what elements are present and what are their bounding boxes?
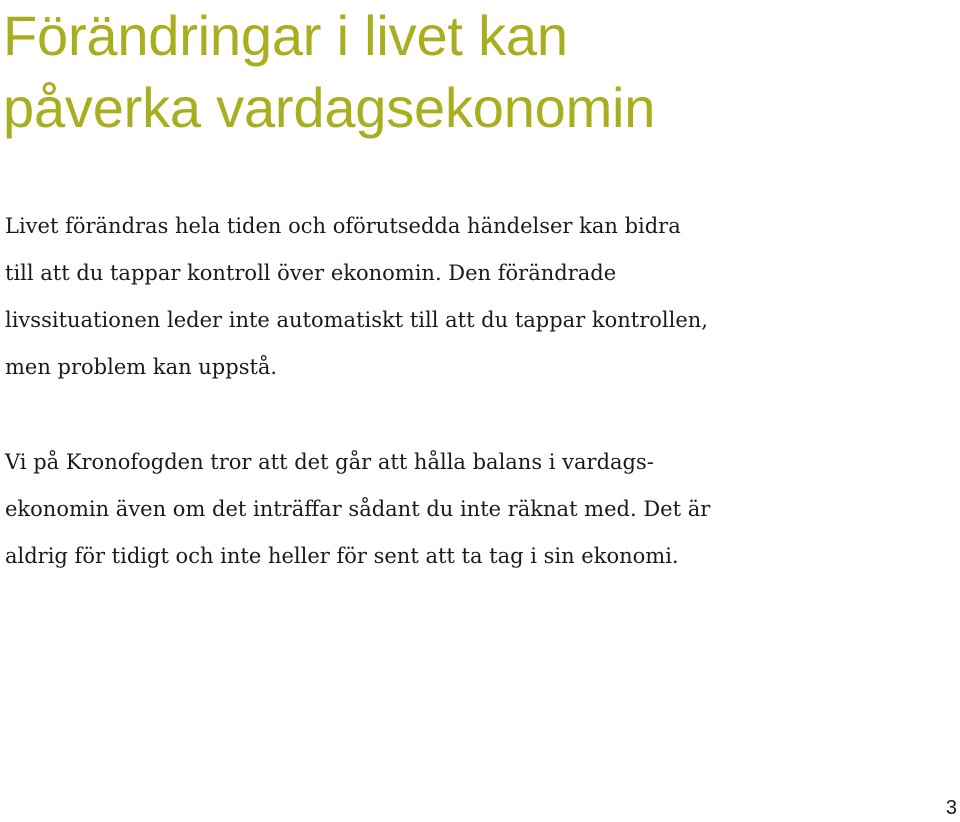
heading-line: Förändringar i livet kan [3, 4, 568, 67]
paragraph-line: aldrig för tidigt och inte heller för sent att ta tag i sin ekonomi. [5, 544, 679, 568]
paragraph-line: Livet förändras hela tiden och oförutsedda händelser kan bidra [5, 214, 681, 238]
paragraph-line: ekonomin även om det inträffar sådant du inte räknat med. Det är [5, 497, 711, 521]
intro-paragraph [5, 203, 708, 391]
page-number: 3 [945, 797, 957, 819]
heading-line: påverka vardagsekonomin [3, 76, 656, 139]
page-heading [3, 0, 655, 144]
paragraph-line: Vi på Kronofogden tror att det går att hålla balans i vardags- [5, 450, 654, 474]
paragraph-line: till att du tappar kontroll över ekonomin. Den förändrade [5, 261, 617, 285]
paragraph-line: men problem kan uppstå. [5, 355, 278, 379]
paragraph-line: livssituationen leder inte automatiskt till att du tappar kontrollen, [5, 308, 708, 332]
second-paragraph [5, 439, 710, 580]
